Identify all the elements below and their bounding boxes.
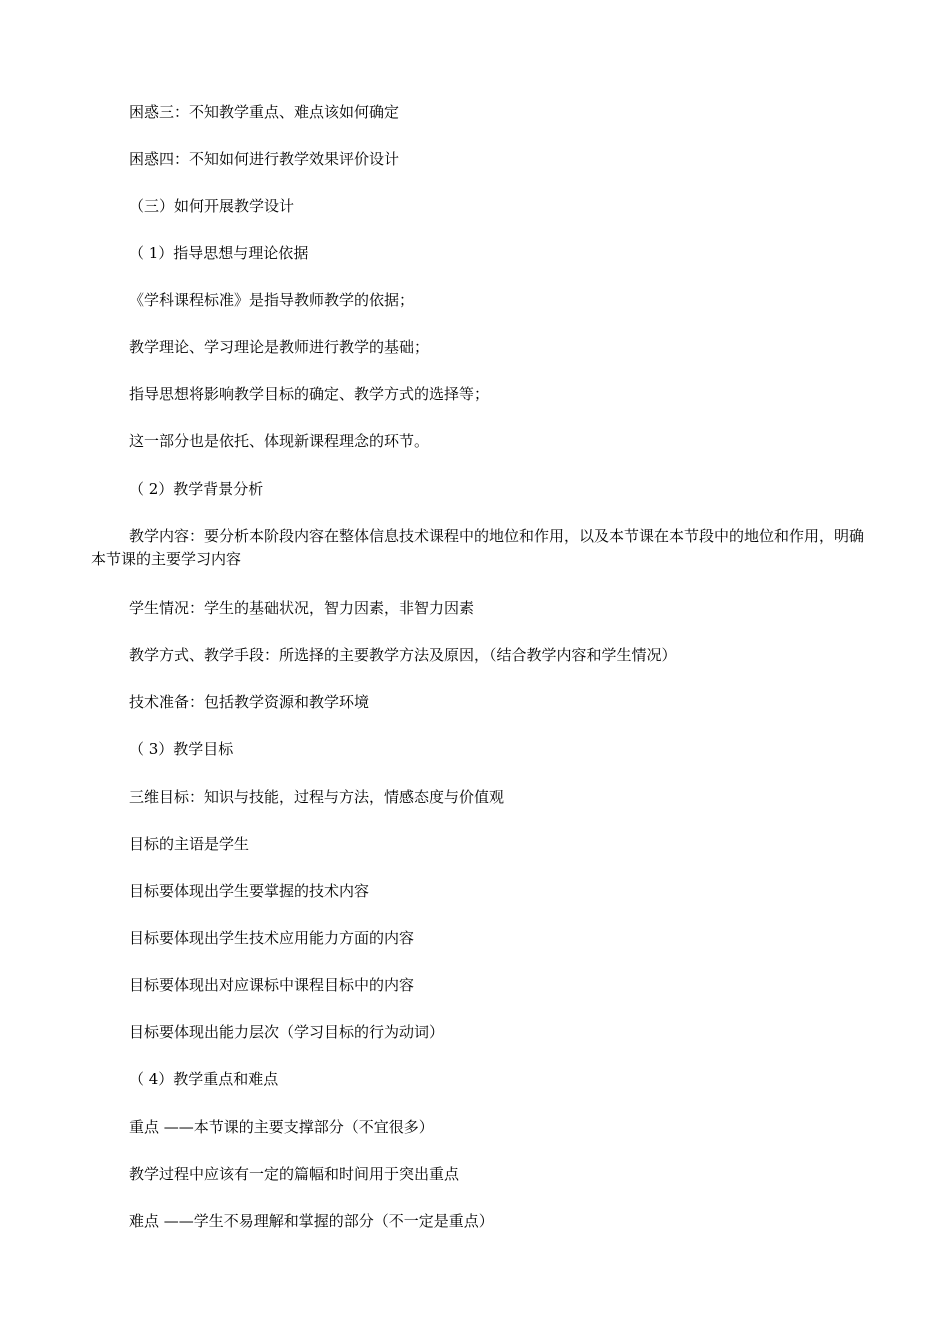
paragraph: 目标要体现出能力层次（学习目标的行为动词） xyxy=(129,1023,445,1041)
paragraph: 学生情况：学生的基础状况，智力因素，非智力因素 xyxy=(129,599,475,617)
paragraph: 教学方式、教学手段：所选择的主要教学方法及原因，（结合教学内容和学生情况） xyxy=(129,646,677,664)
paragraph: 教学过程中应该有一定的篇幅和时间用于突出重点 xyxy=(129,1165,460,1183)
subsection-heading: （ 1）指导思想与理论依据 xyxy=(129,244,309,262)
paragraph: 重点 ——本节课的主要支撑部分（不宜很多） xyxy=(129,1118,434,1136)
paragraph: 这一部分也是依托、体现新课程理念的环节。 xyxy=(129,432,430,450)
paragraph: 目标的主语是学生 xyxy=(129,835,250,853)
subsection-heading: （ 4）教学重点和难点 xyxy=(129,1070,279,1088)
paragraph: 目标要体现出学生要掌握的技术内容 xyxy=(129,882,370,900)
subsection-heading: （ 2）教学背景分析 xyxy=(129,480,264,498)
paragraph: 《学科课程标准》是指导教师教学的依据； xyxy=(129,291,415,309)
paragraph: 目标要体现出学生技术应用能力方面的内容 xyxy=(129,929,415,947)
section-heading: （三）如何开展教学设计 xyxy=(129,197,295,215)
paragraph: 三维目标：知识与技能，过程与方法，情感态度与价值观 xyxy=(129,788,505,806)
paragraph: 困惑三：不知教学重点、难点该如何确定 xyxy=(129,103,400,121)
subsection-heading: （ 3）教学目标 xyxy=(129,740,234,758)
paragraph: 教学内容：要分析本阶段内容在整体信息技术课程中的地位和作用，以及本节课在本节段中的地位和作用，明确本节课的主要学习内容 xyxy=(91,527,865,568)
paragraph: 指导思想将影响教学目标的确定、教学方式的选择等； xyxy=(129,385,490,403)
paragraph: 技术准备：包括教学资源和教学环境 xyxy=(129,693,370,711)
paragraph: 教学理论、学习理论是教师进行教学的基础； xyxy=(129,338,430,356)
paragraph: 难点 ——学生不易理解和掌握的部分（不一定是重点） xyxy=(129,1212,494,1230)
paragraph: 目标要体现出对应课标中课程目标中的内容 xyxy=(129,976,415,994)
paragraph: 困惑四：不知如何进行教学效果评价设计 xyxy=(129,150,400,168)
